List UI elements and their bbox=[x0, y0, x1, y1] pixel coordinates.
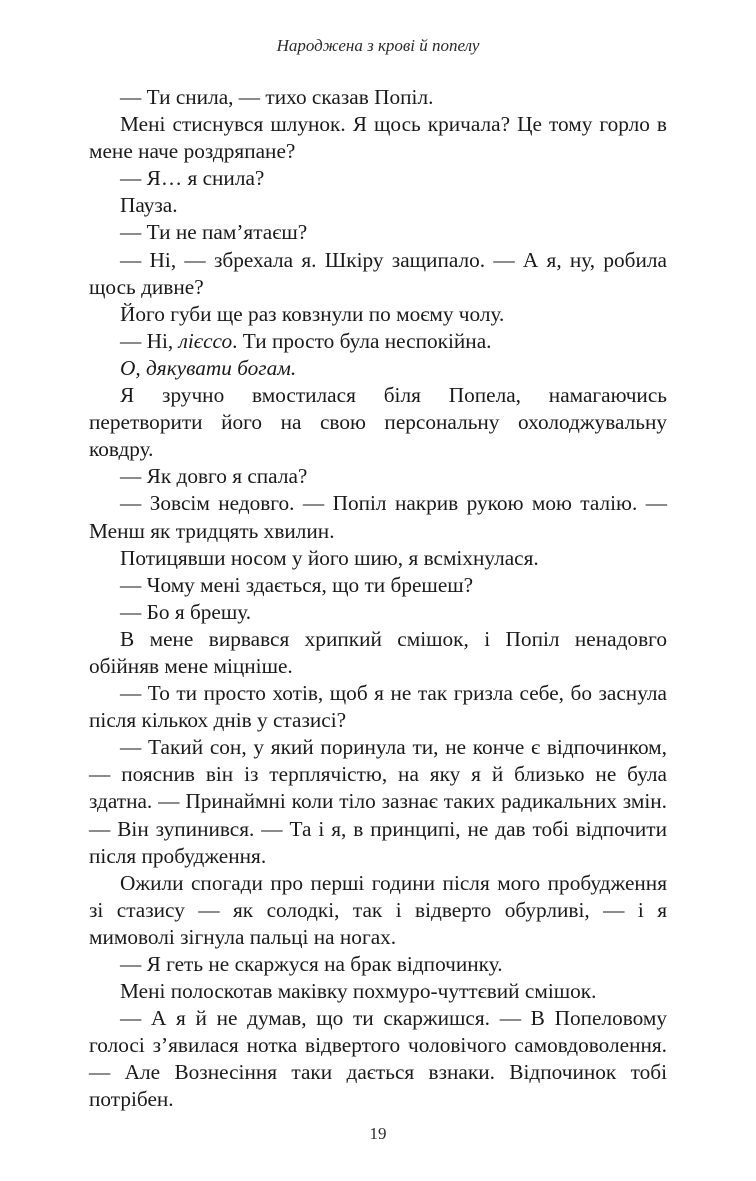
paragraph-13: Потицявши носом у його шию, я всміхнулася. bbox=[120, 545, 539, 570]
paragraph-2: Мені стиснувся шлунок. Я щось кричала? Це тому горло в мене наче роздряпане? bbox=[89, 112, 667, 164]
paragraph-10: Я зручно вмостилася біля Попела, намагаючись перетворити його на свою персональну охолоджувальну ковдру. bbox=[89, 383, 667, 462]
paragraph-17: — То ти просто хотів, щоб я не так гризла себе, бо заснула після кількох днів у стазисі? bbox=[89, 681, 667, 733]
italic-term: лієссо bbox=[178, 328, 233, 353]
paragraph-14: — Чому мені здається, що ти брешеш? bbox=[120, 572, 474, 597]
paragraph-16: В мене вирвався хрипкий смішок, і Попіл ненадовго обійняв мене міцніше. bbox=[89, 626, 667, 678]
paragraph-5: — Ти не пам’ятаєш? bbox=[120, 220, 308, 245]
paragraph-21: Мені полоскотав маківку похмуро-чуттєвий смішок. bbox=[120, 979, 597, 1004]
page-number: 19 bbox=[369, 1124, 387, 1143]
paragraph-3: — Я… я снила? bbox=[120, 166, 265, 191]
paragraph-9-italic: О, дякувати богам. bbox=[120, 355, 297, 380]
paragraph-7: Його губи ще раз ковзнули по моєму чолу. bbox=[120, 301, 505, 326]
body-text bbox=[89, 84, 667, 1114]
paragraph-11: — Як довго я спала? bbox=[120, 464, 308, 489]
running-title: Народжена з крові й попелу bbox=[276, 36, 480, 55]
paragraph-20: — Я геть не скаржуся на брак відпочинку. bbox=[120, 952, 503, 976]
paragraph-18: — Такий сон, у який поринула ти, не конче є відпочинком, — пояснив він із терплячістю, на яку я й близько не була здатна. — Принаймні коли тіло зазнає таких радикальних змін. — Він зупинився. — Та і я, в принципі, не дав тобі відпочити після пробудження. bbox=[89, 735, 667, 868]
paragraph-15: — Бо я брешу. bbox=[120, 599, 252, 624]
paragraph-6: — Ні, — збрехала я. Шкіру защипало. — А я, ну, робила щось дивне? bbox=[89, 247, 667, 299]
paragraph-4: Пауза. bbox=[120, 193, 178, 218]
paragraph-22: — А я й не думав, що ти скаржишся. — В Попеловому голосі з’явилася нотка відвертого чоловічого самовдоволення. — Але Вознесіння таки дається взнаки. Відпочинок тобі потрібен. bbox=[89, 1006, 667, 1112]
paragraph-19: Ожили спогади про перші години після мого пробудження зі стазису — як солодкі, так і відверто обурливі, — і я мимоволі зігнула пальці на ногах. bbox=[89, 870, 667, 949]
paragraph-8: — Ні, лієссо. Ти просто була неспокійна. bbox=[120, 328, 492, 353]
paragraph-12: — Зовсім недовго. — Попіл накрив рукою мою талію. — Менш як тридцять хвилин. bbox=[89, 491, 667, 543]
paragraph-1: — Ти снила, — тихо сказав Попіл. bbox=[120, 85, 434, 109]
